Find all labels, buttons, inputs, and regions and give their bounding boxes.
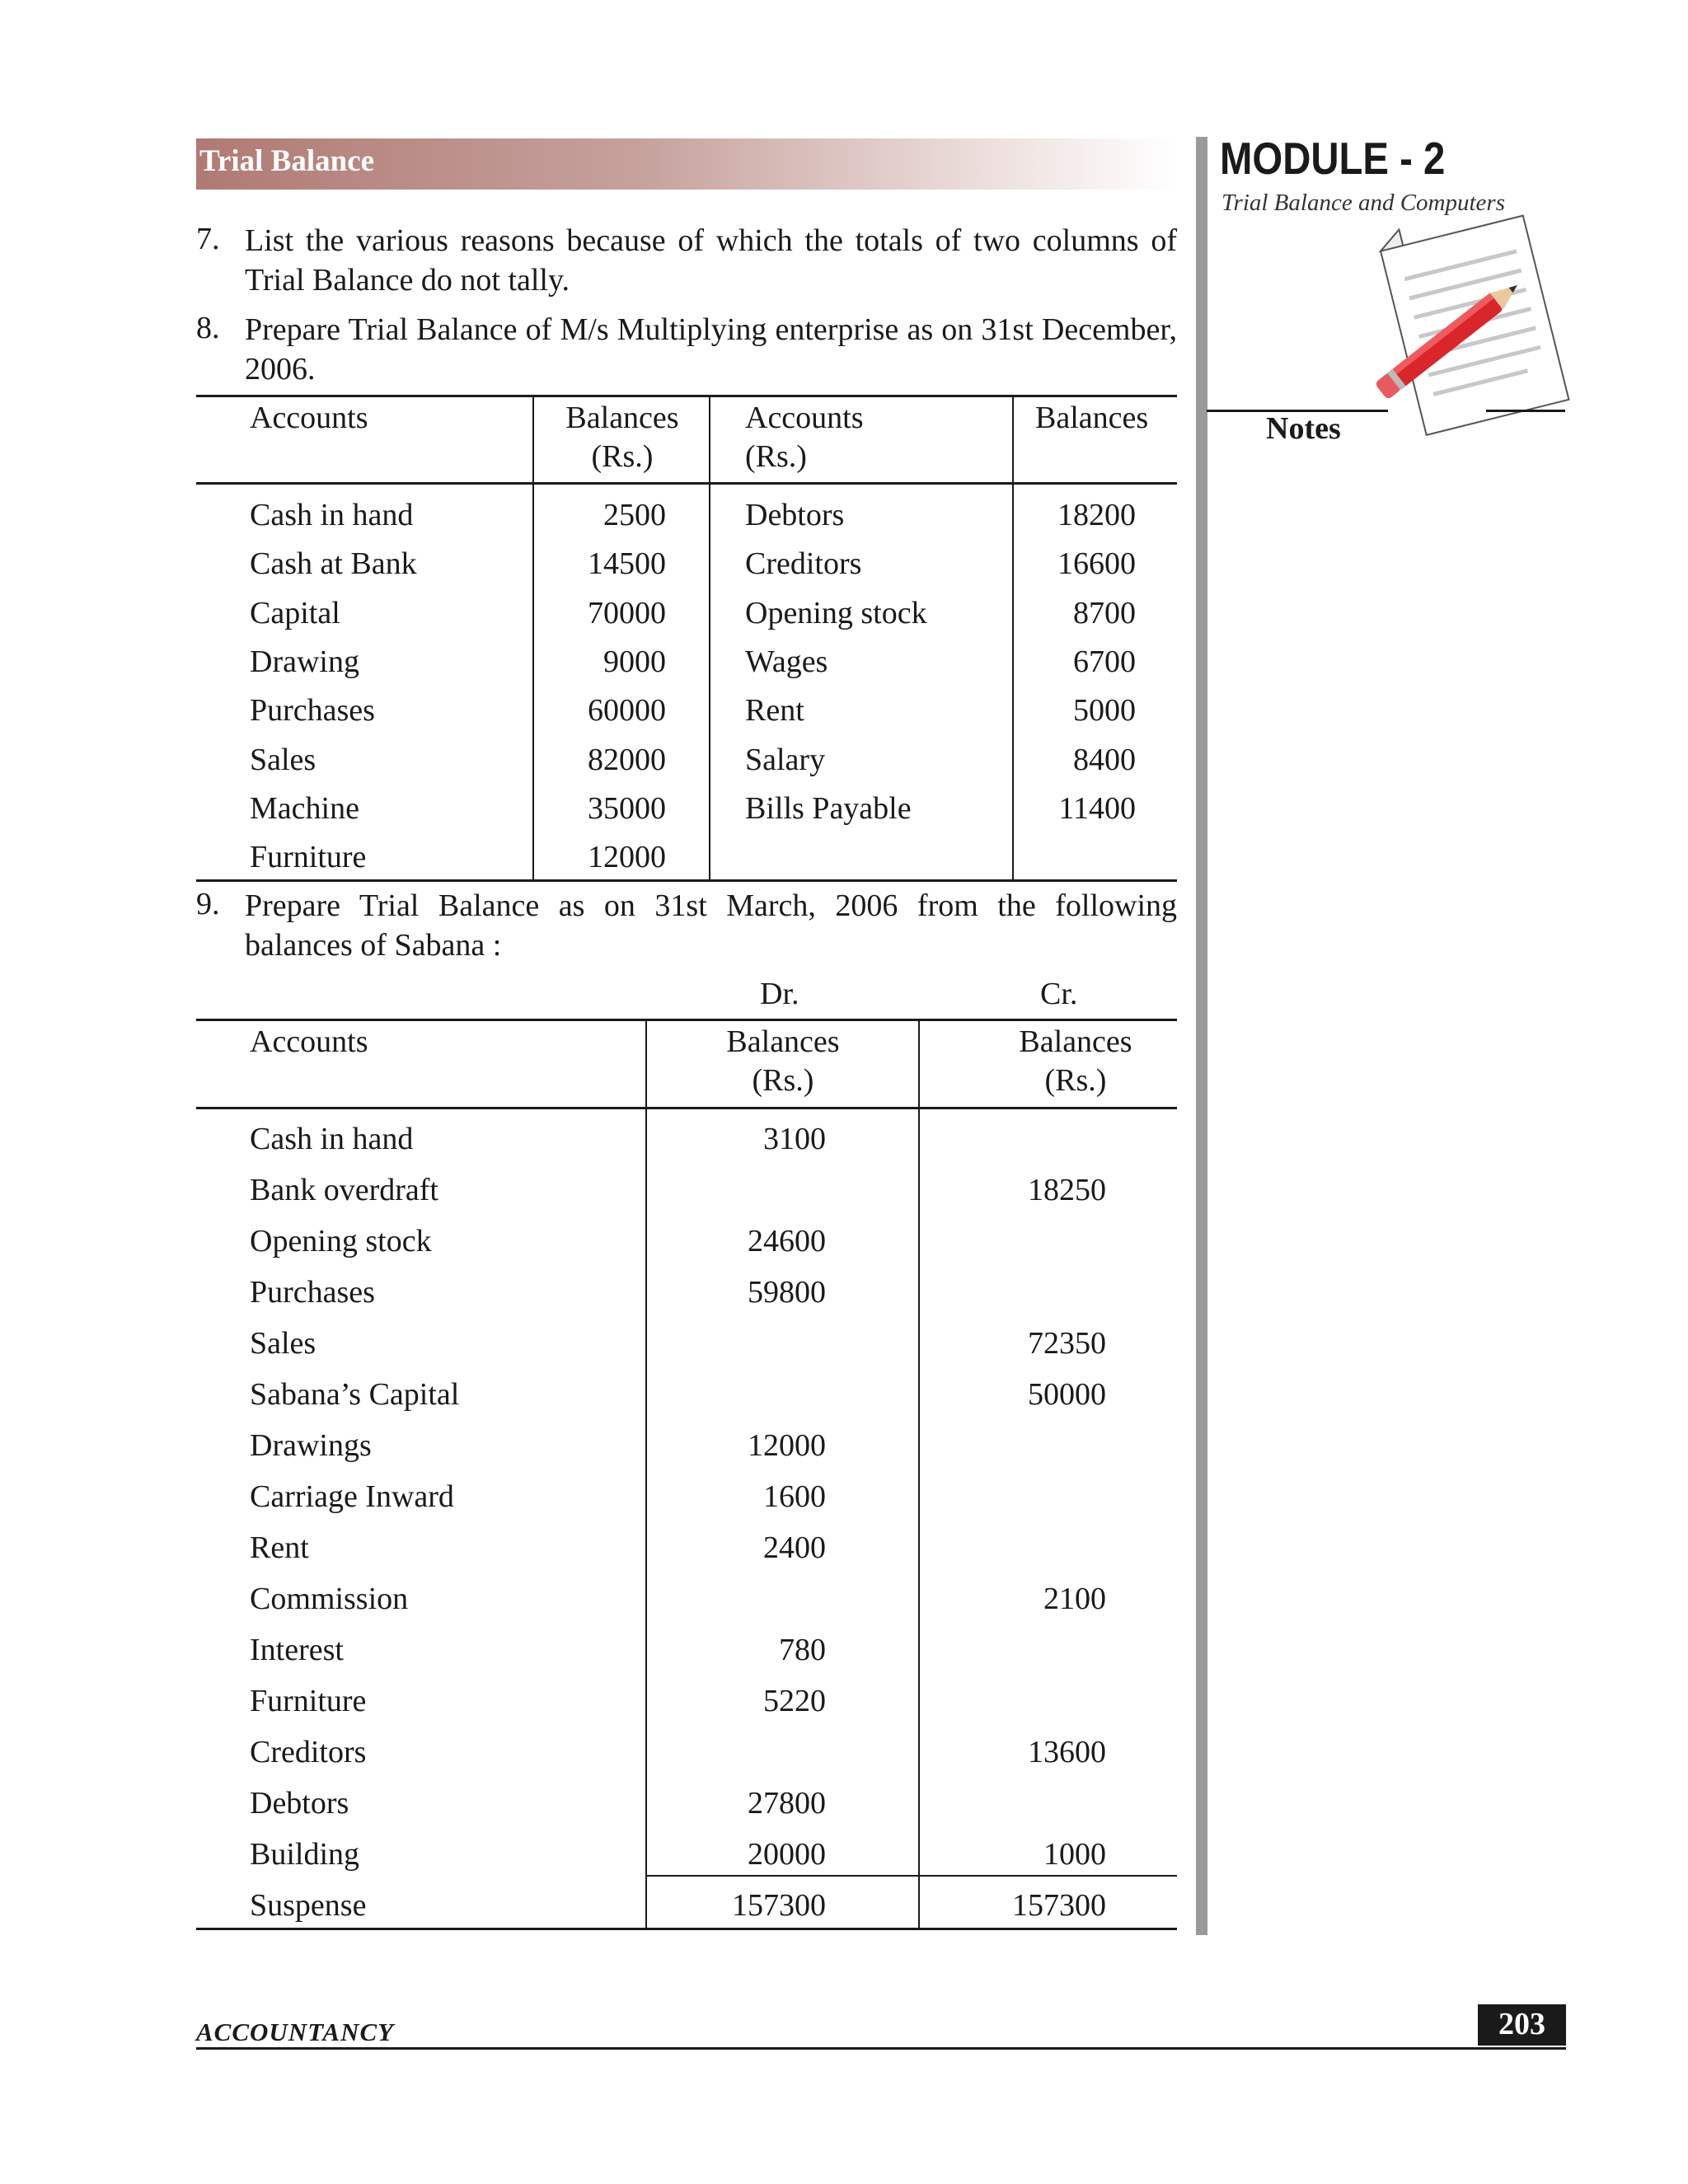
page-number: 203 [1498, 2007, 1545, 2041]
table-row-balance: 35000 [588, 791, 666, 826]
table-row-balance: 11400 [1058, 791, 1136, 826]
table-row-account: Interest [250, 1633, 344, 1667]
table-row-account: Sales [250, 743, 316, 777]
section-title: Trial Balance [199, 144, 375, 178]
table-row-balance: 8700 [1073, 596, 1136, 630]
table-9-header-dr-balances: Balances [726, 1024, 840, 1059]
table-row-cr: 1000 [1043, 1837, 1106, 1872]
table-row-account: Bank overdraft [250, 1173, 438, 1207]
table-row-cr: 157300 [1012, 1888, 1106, 1923]
table-row-account: Cash in hand [250, 498, 414, 532]
table-row-account: Rent [745, 693, 804, 728]
table-row-account: Bills Payable [745, 791, 912, 826]
question-9-text: Prepare Trial Balance as on 31st March, 2006 from the following balances of Sabana : [245, 888, 1177, 963]
table-row-dr: 27800 [748, 1786, 826, 1821]
table-row-balance: 82000 [588, 743, 666, 777]
table-row-dr: 5220 [763, 1684, 826, 1718]
module-title: MODULE - 2 [1220, 133, 1446, 184]
table-row-balance: 70000 [588, 596, 666, 630]
table-9-bottom-rule [196, 1928, 1177, 1930]
table-row-account: Suspense [250, 1888, 367, 1923]
notes-rule-right [1486, 410, 1565, 412]
table-row-dr: 3100 [763, 1122, 826, 1156]
notes-label: Notes [1266, 411, 1341, 446]
table-row-dr: 59800 [748, 1275, 826, 1310]
table-9-divider [645, 1020, 647, 1928]
table-9-header-rule [196, 1107, 1177, 1109]
notepad-pencil-icon [1360, 213, 1576, 452]
footer-label: ACCOUNTANCY [196, 2018, 395, 2046]
table-row-account: Debtors [745, 498, 845, 532]
footer-rule [196, 2047, 1566, 2050]
table-8-header-balances-right: Balances [1035, 401, 1149, 435]
question-8-number: 8. [196, 311, 220, 345]
question-7-number: 7. [196, 222, 220, 256]
question-9-number: 9. [196, 887, 220, 921]
table-row-account: Opening stock [250, 1224, 432, 1258]
table-8-header-rule [196, 482, 1177, 485]
table-8-divider [1012, 396, 1014, 879]
table-row-dr: 1600 [763, 1479, 826, 1514]
table-row-account: Commission [250, 1582, 409, 1616]
table-9-header-dr-unit: (Rs.) [752, 1063, 814, 1098]
table-row-balance: 14500 [588, 546, 666, 581]
table-row-account: Opening stock [745, 596, 927, 630]
question-8-text: Prepare Trial Balance of M/s Multiplying enterprise as on 31st December, 2006. [245, 312, 1177, 387]
table-row-cr: 72350 [1028, 1326, 1106, 1361]
table-8-header-accounts-unit: (Rs.) [745, 439, 807, 474]
table-8-divider [709, 396, 710, 879]
table-row-account: Carriage Inward [250, 1479, 454, 1514]
table-row-balance: 12000 [588, 840, 666, 874]
table-8-bottom-rule [196, 879, 1177, 882]
table-row-cr: 13600 [1028, 1735, 1106, 1769]
table-9-divider [918, 1020, 920, 1928]
module-subtitle: Trial Balance and Computers [1221, 190, 1505, 216]
table-9-top-rule [196, 1019, 1177, 1021]
table-8-header-accounts-right: Accounts [745, 401, 864, 435]
table-row-balance: 60000 [588, 693, 666, 728]
table-row-account: Creditors [745, 546, 862, 581]
table-8-divider [532, 396, 534, 879]
table-row-account: Drawings [250, 1428, 372, 1463]
table-row-balance: 2500 [603, 498, 666, 532]
margin-rule [1196, 137, 1207, 1935]
table-row-account: Furniture [250, 840, 367, 874]
table-8-header-balances: Balances [565, 401, 679, 435]
table-row-cr: 2100 [1043, 1582, 1106, 1616]
table-row-account: Building [250, 1837, 360, 1872]
table-row-account: Machine [250, 791, 359, 826]
table-row-account: Purchases [250, 1275, 375, 1310]
table-8-top-rule [196, 395, 1177, 397]
table-9-cr-label: Cr. [1040, 977, 1078, 1011]
table-row-cr: 18250 [1028, 1173, 1106, 1207]
table-row-account: Purchases [250, 693, 375, 728]
table-9-header-cr-unit: (Rs.) [1044, 1063, 1107, 1098]
table-9-total-rule [646, 1875, 1177, 1877]
question-7-text: List the various reasons because of which the totals of two columns of Trial Balance do not tally. [245, 223, 1177, 298]
table-8-header-accounts: Accounts [250, 401, 368, 435]
table-row-account: Cash in hand [250, 1122, 414, 1156]
table-row-dr: 2400 [763, 1530, 826, 1565]
table-row-balance: 6700 [1073, 644, 1136, 679]
table-row-account: Salary [745, 743, 826, 777]
table-row-balance: 9000 [603, 644, 666, 679]
table-row-balance: 5000 [1073, 693, 1136, 728]
table-9-header-accounts: Accounts [250, 1024, 368, 1059]
table-row-account: Rent [250, 1530, 309, 1565]
table-row-dr: 20000 [748, 1837, 826, 1872]
table-row-account: Sabana’s Capital [250, 1377, 460, 1412]
table-row-account: Debtors [250, 1786, 349, 1821]
table-row-balance: 16600 [1057, 546, 1136, 581]
table-row-account: Drawing [250, 644, 359, 679]
table-9-dr-label: Dr. [760, 977, 799, 1011]
table-row-account: Furniture [250, 1684, 367, 1718]
table-row-balance: 8400 [1073, 743, 1136, 777]
table-8-header-balances-unit: (Rs.) [591, 439, 654, 474]
table-row-dr: 780 [779, 1633, 826, 1667]
table-row-dr: 12000 [748, 1428, 826, 1463]
table-9-header-cr-balances: Balances [1019, 1024, 1132, 1059]
table-row-account: Cash at Bank [250, 546, 417, 581]
table-row-dr: 24600 [748, 1224, 826, 1258]
table-row-dr: 157300 [732, 1888, 826, 1923]
table-row-balance: 18200 [1057, 498, 1136, 532]
table-row-account: Capital [250, 596, 340, 630]
table-row-account: Sales [250, 1326, 316, 1361]
table-row-cr: 50000 [1028, 1377, 1106, 1412]
table-row-account: Wages [745, 644, 828, 679]
table-row-account: Creditors [250, 1735, 367, 1769]
